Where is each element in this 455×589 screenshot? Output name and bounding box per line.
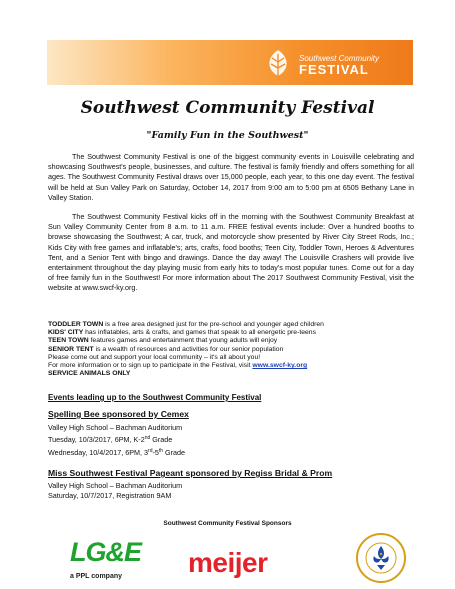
pageant-venue: Valley High School – Bachman Auditorium <box>48 481 183 490</box>
area-toddler-town: TODDLER TOWN is a free area designed just for the pre-school and younger aged children <box>48 321 324 328</box>
pageant-date: Saturday, 10/7/2017, Registration 9AM <box>48 491 172 501</box>
banner-line2: FESTIVAL <box>299 62 369 77</box>
pageant-details <box>48 481 182 502</box>
spelling-bee-date1: Tuesday, 10/3/2017, 6PM, K-2nd Grade <box>48 435 173 445</box>
pageant-title: Miss Southwest Festival Pageant sponsored by Regiss Bridal & Prom <box>48 468 333 478</box>
area-senior-tent: SENIOR TENT is a wealth of resources and activities for our senior population <box>48 345 284 353</box>
spelling-bee-details <box>48 423 185 458</box>
lge-logo <box>70 537 142 587</box>
details-paragraph: The Southwest Community Festival kicks off in the morning with the Southwest Community Breakfast at Sun Valley Community Center from 8 a.m. to 11 a.m. FREE festival events include: Over a hundred booths to browse showcasing the Southwest; A car, truck, and motorcycle show presented by River City Street Rods, Inc.; Kids City with free games and inflatable's; arts, crafts, food booths; Teen City, Toddler Town, Heroes & Adventures Tent, and a Senior Tent with bingo and drawings. Dance the day away! The Louisville Crashers will provide live entertainment throughout the day playing music from early hits to today's most popular tunes. Come out for a day of free family fun in the Southwest! For more information about The 2017 Southwest Community Festival, visit the website at www.swcf-ky.org. <box>48 212 414 293</box>
area-teen-town: TEEN TOWN features games and entertainment that young adults will enjoy <box>48 337 278 345</box>
support-line: Please come out and support your local community – it's all about you! <box>48 353 261 361</box>
festival-banner <box>47 40 413 85</box>
banner-line1: Southwest Community <box>299 54 380 63</box>
lge-logo-text: LG&E <box>70 537 142 567</box>
events-heading: Events leading up to the Southwest Community Festival <box>48 393 262 402</box>
area-kids-city: KIDS' CITY has inflatables, arts & crafts, and games that speak to all energetic pre-teens <box>48 329 316 337</box>
lge-logo-subtext: a PPL company <box>70 573 123 580</box>
page-subtitle: "Family Fun in the Southwest" <box>146 130 309 141</box>
meijer-logo: meijer <box>188 547 268 578</box>
service-animals: SERVICE ANIMALS ONLY <box>48 370 131 378</box>
intro-paragraph: The Southwest Community Festival is one of the biggest community events in Louisville celebrating and showcasing Southwest's people, businesses, and culture. The festival is family friendly and offers something for all ages. The Southwest Community Festival draws over 15,000 people, each year, to this one day event. The festival will be held at Sun Valley Park on Saturday, October 14, 2017 from 9:00 am to 5:00 pm at 6505 Bethany Lane in Valley Station. <box>48 152 414 202</box>
page-title: Southwest Community Festival <box>80 98 375 118</box>
spelling-bee-date2: Wednesday, 10/4/2017, 6PM, 3rd-5th Grade <box>48 447 186 457</box>
website-link[interactable]: www.swcf-ky.org <box>252 362 308 370</box>
spelling-bee-title: Spelling Bee sponsored by Cemex <box>48 409 189 419</box>
sponsors-heading: Southwest Community Festival Sponsors <box>163 520 292 527</box>
leaf-logo-icon <box>263 48 293 78</box>
spelling-bee-venue: Valley High School – Bachman Auditorium <box>48 423 183 432</box>
louisville-metro-seal-icon <box>355 532 407 584</box>
areas-list <box>48 321 418 378</box>
info-line: For more information or to sign up to participate in the Festival, visit www.swcf-ky.org <box>48 362 308 370</box>
